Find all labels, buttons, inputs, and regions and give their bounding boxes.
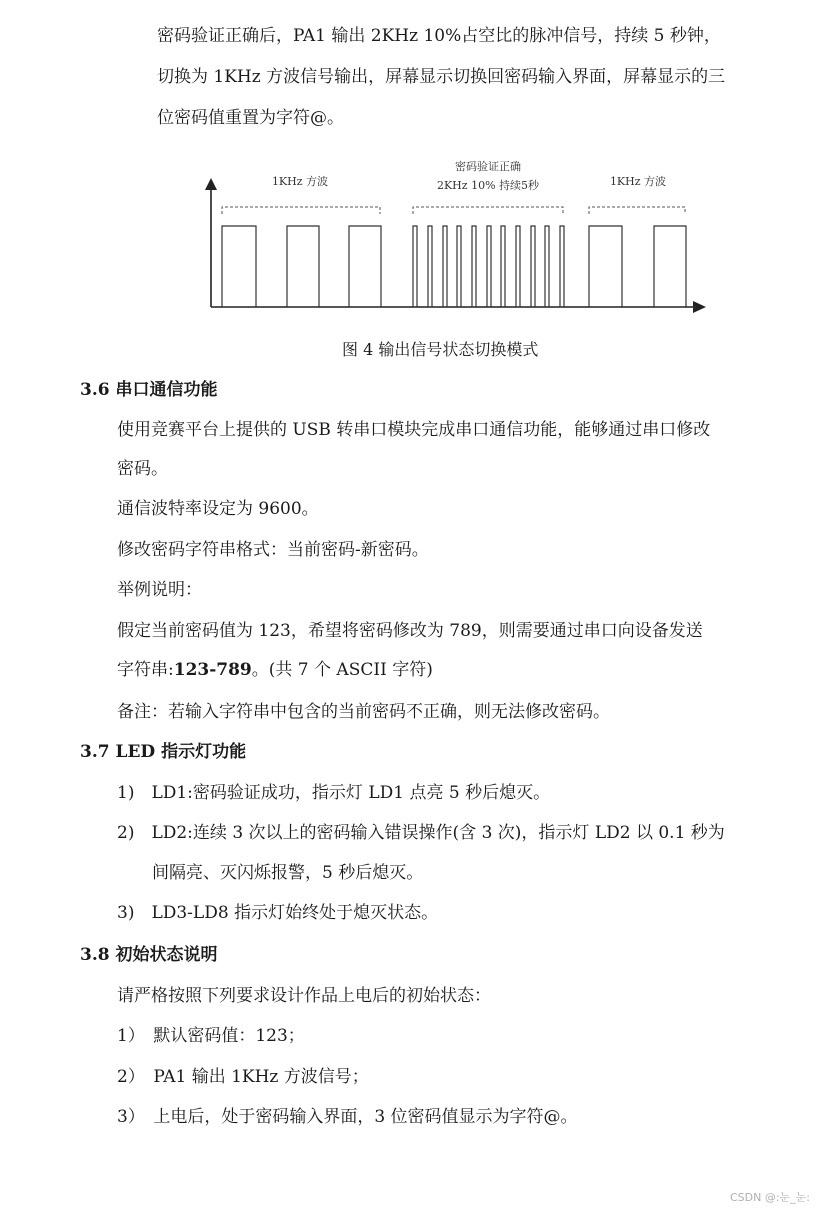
s36-para1-line2: 密码。 [117, 459, 168, 479]
s38-item3: 3） 上电后，处于密码输入界面，3 位密码值显示为字符@。 [117, 1107, 578, 1127]
label-mid-2khz: 2KHz 10% 持续5秒 [436, 179, 540, 192]
s36-example-string: 123-789 [173, 660, 252, 680]
section-3-7-heading: 3.7 LED 指示灯功能 [80, 742, 247, 762]
intro-line-2: 切换为 1KHz 方波信号输出，屏幕显示切换回密码输入界面，屏幕显示的三 [157, 67, 726, 87]
bracket-right [589, 207, 685, 214]
y-axis-arrow [205, 178, 217, 190]
s37-item2-line2: 间隔亮、灭闪烁报警，5 秒后熄灭。 [152, 863, 424, 883]
section-3-8-heading: 3.8 初始状态说明 [80, 945, 218, 965]
figure-caption: 图 4 输出信号状态切换模式 [342, 340, 539, 359]
s38-para1: 请严格按照下列要求设计作品上电后的初始状态： [117, 986, 491, 1006]
label-left-1khz: 1KHz 方波 [271, 175, 329, 188]
s36-para5-suffix: 。(共 7 个 ASCII 字符) [251, 660, 433, 680]
s36-para2: 通信波特率设定为 9600。 [117, 499, 319, 519]
csdn-watermark: CSDN @:눈_눈: [729, 1191, 810, 1204]
s36-para4: 举例说明： [117, 580, 202, 600]
bracket-left [222, 207, 380, 214]
s36-para3: 修改密码字符串格式：当前密码-新密码。 [117, 540, 429, 560]
intro-line-1: 密码验证正确后，PA1 输出 2KHz 10%占空比的脉冲信号，持续 5 秒钟， [157, 26, 721, 46]
label-mid-verify: 密码验证正确 [455, 160, 521, 173]
s36-para6: 备注：若输入字符串中包含的当前密码不正确，则无法修改密码。 [117, 702, 610, 722]
signal-waveform [211, 226, 696, 307]
s36-para5-line2 [117, 659, 433, 681]
label-right-1khz: 1KHz 方波 [609, 175, 667, 188]
s36-para5-prefix: 字符串: [117, 660, 174, 680]
s38-item1: 1） 默认密码值：123； [117, 1026, 305, 1046]
s36-para1-line1: 使用竞赛平台上提供的 USB 转串口模块完成串口通信功能，能够通过串口修改 [117, 420, 711, 440]
s38-item2: 2） PA1 输出 1KHz 方波信号； [117, 1067, 369, 1087]
s37-item2-line1: 2) LD2:连续 3 次以上的密码输入错误操作(含 3 次)，指示灯 LD2 以 0.1 秒为 [117, 823, 725, 843]
section-3-6-heading: 3.6 串口通信功能 [80, 380, 218, 400]
s37-item1: 1) LD1:密码验证成功，指示灯 LD1 点亮 5 秒后熄灭。 [117, 783, 551, 803]
s37-item3: 3) LD3-LD8 指示灯始终处于熄灭状态。 [117, 903, 439, 923]
bracket-mid [413, 207, 563, 214]
s36-para5-line1: 假定当前密码值为 123，希望将密码修改为 789，则需要通过串口向设备发送 [117, 621, 703, 641]
intro-line-3: 位密码值重置为字符@。 [157, 108, 344, 128]
